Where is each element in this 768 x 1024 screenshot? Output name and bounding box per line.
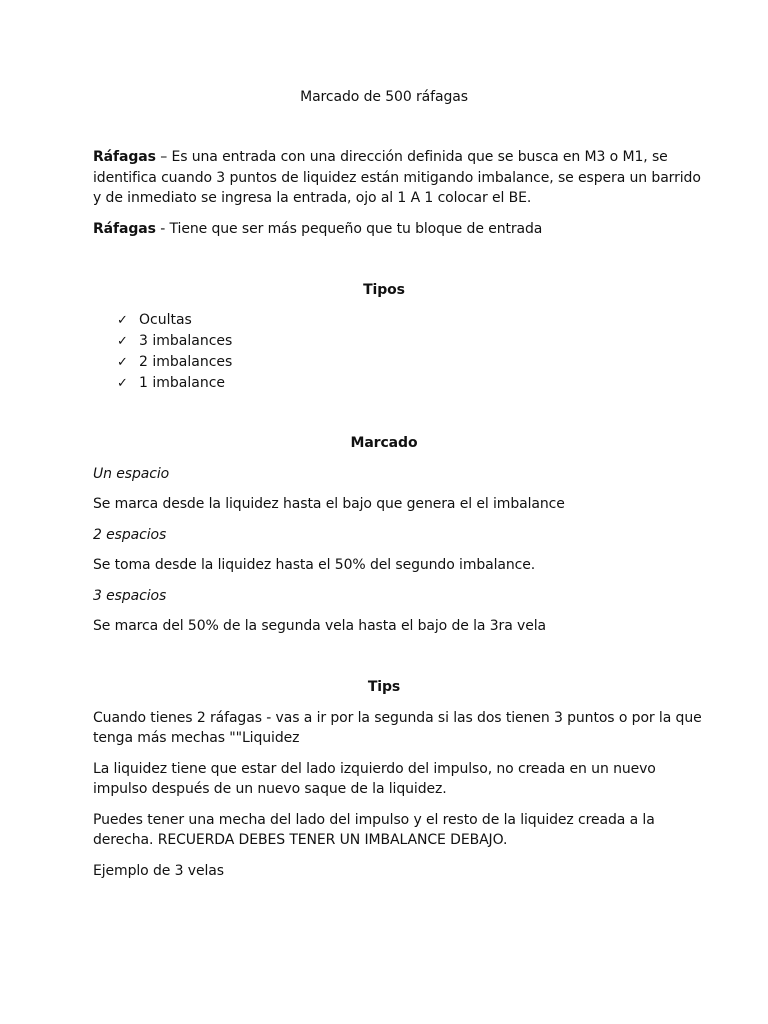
checkmark-icon: ✓	[117, 376, 128, 391]
tip-4-example: Ejemplo de 3 velas	[93, 863, 224, 879]
document-title: Marcado de 500 ráfagas	[300, 89, 468, 105]
list-item-label: 2 imbalances	[139, 354, 233, 370]
un-espacio-text: Se marca desde la liquidez hasta el bajo que genera el el imbalance	[93, 496, 565, 512]
list-item-label: Ocultas	[139, 312, 192, 328]
list-item	[117, 373, 232, 394]
rafagas-term-2: Ráfagas	[93, 221, 156, 237]
tip-3-line-2: derecha. RECUERDA DEBES TENER UN IMBALANCE DEBAJO.	[93, 832, 508, 848]
list-item	[117, 310, 232, 331]
rafagas-definition-line-3: y de inmediato se ingresa la entrada, ojo al 1 A 1 colocar el BE.	[93, 190, 532, 206]
rafagas-size-note	[93, 219, 542, 239]
tips-heading: Tips	[367, 679, 401, 695]
tres-espacios-text: Se marca del 50% de la segunda vela hasta el bajo de la 3ra vela	[93, 618, 547, 634]
list-item-label: 1 imbalance	[139, 375, 226, 391]
rafagas-definition-line-1	[93, 147, 668, 167]
tip-2-line-2: impulso después de un nuevo saque de la liquidez.	[93, 781, 447, 797]
tipos-list	[117, 310, 232, 394]
marcado-heading: Marcado	[350, 435, 418, 451]
list-item	[117, 352, 232, 373]
tres-espacios-label: 3 espacios	[93, 588, 167, 604]
rafagas-term: Ráfagas	[93, 149, 156, 165]
checkmark-icon: ✓	[117, 313, 128, 328]
dos-espacios-label: 2 espacios	[93, 527, 167, 543]
un-espacio-label: Un espacio	[93, 466, 170, 482]
rafagas-size-text: - Tiene que ser más pequeño que tu bloque de entrada	[155, 221, 543, 237]
rafagas-definition-line-2: identifica cuando 3 puntos de liquidez están mitigando imbalance, se espera un barrido	[93, 170, 701, 186]
tip-1-line-1: Cuando tienes 2 ráfagas - vas a ir por la segunda si las dos tienen 3 puntos o por la que	[93, 710, 702, 726]
list-item	[117, 331, 232, 352]
tip-2-line-1: La liquidez tiene que estar del lado izquierdo del impulso, no creada en un nuevo	[93, 761, 656, 777]
checkmark-icon: ✓	[117, 334, 128, 349]
dos-espacios-text: Se toma desde la liquidez hasta el 50% del segundo imbalance.	[93, 557, 536, 573]
checkmark-icon: ✓	[117, 355, 128, 370]
tipos-heading: Tipos	[363, 282, 405, 298]
tip-1-line-2: tenga más mechas ""Liquidez	[93, 730, 300, 746]
list-item-label: 3 imbalances	[139, 333, 233, 349]
tip-3-line-1: Puedes tener una mecha del lado del impulso y el resto de la liquidez creada a la	[93, 812, 655, 828]
rafagas-definition-text: – Es una entrada con una dirección definida que se busca en M3 o M1, se	[155, 149, 668, 165]
